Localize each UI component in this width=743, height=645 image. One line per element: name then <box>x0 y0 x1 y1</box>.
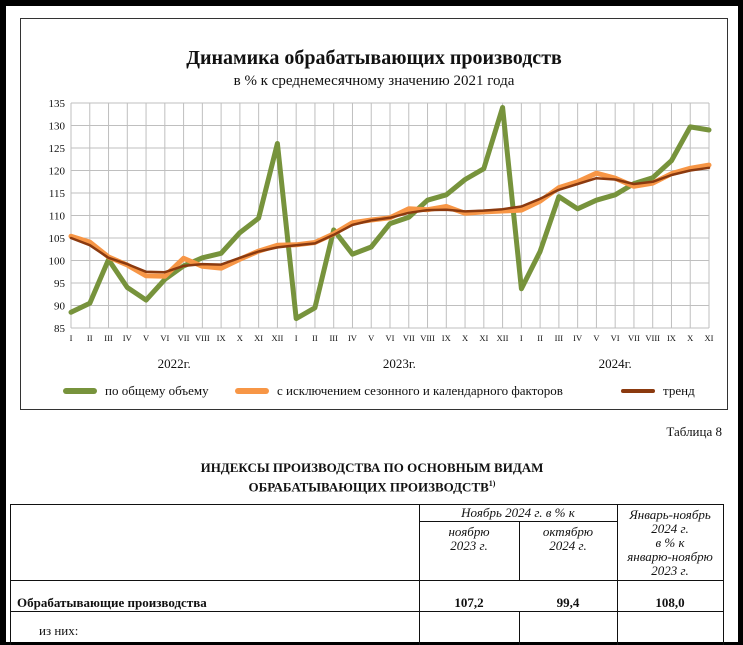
col-header-oct-2024: октябрю 2024 г. <box>542 524 594 553</box>
row-value: 99,4 <box>556 595 580 610</box>
x-tick-label: IV <box>573 333 583 343</box>
x-tick-label: IX <box>216 333 226 343</box>
x-tick-label: VIII <box>645 333 661 343</box>
x-tick-label: XII <box>271 333 284 343</box>
x-tick-label: VI <box>385 333 395 343</box>
row-value: 108,0 <box>655 595 685 610</box>
x-tick-label: III <box>329 333 338 343</box>
y-tick-label: 130 <box>48 120 65 133</box>
x-tick-label: V <box>142 333 150 343</box>
year-label: 2024г. <box>598 356 632 371</box>
group-header: Ноябрь 2024 г. в % к <box>461 505 575 520</box>
x-tick-label: VII <box>628 333 640 343</box>
x-tick-label: III <box>104 333 113 343</box>
x-tick-label: III <box>554 333 564 343</box>
year-label: 2023г. <box>382 356 416 371</box>
chart-legend <box>21 383 727 403</box>
table-divider <box>11 611 723 612</box>
x-tick-label: XI <box>254 333 264 343</box>
chart-frame <box>20 18 728 410</box>
col-header-jan-nov: Январь-ноябрь 2024 г. в % к январю-ноябрю 2023 г. <box>627 507 713 578</box>
x-tick-label: VIII <box>195 333 210 343</box>
line-chart <box>21 19 727 409</box>
x-tick-label: XII <box>496 333 509 343</box>
table-divider <box>419 521 617 522</box>
x-tick-label: VI <box>610 333 620 343</box>
y-tick-label: 100 <box>48 255 65 268</box>
x-tick-label: X <box>687 333 694 343</box>
table-title-line1: ИНДЕКСЫ ПРОИЗВОДСТВА ПО ОСНОВНЫМ ВИДАМ <box>200 460 544 475</box>
table-number: Таблица 8 <box>666 424 722 439</box>
page <box>6 6 738 642</box>
y-tick-label: 85 <box>54 323 65 335</box>
x-tick-label: IV <box>122 333 132 343</box>
y-tick-label: 115 <box>48 188 65 200</box>
x-tick-label: VII <box>177 333 190 343</box>
footnote-mark: 1) <box>488 479 496 488</box>
table-divider <box>11 580 723 581</box>
legend-item-trend <box>621 383 695 399</box>
x-tick-label: VIII <box>420 333 435 343</box>
x-tick-label: VII <box>402 333 415 343</box>
data-table <box>10 504 724 645</box>
col-header-nov-2023: ноябрю 2023 г. <box>448 524 490 553</box>
chart-subtitle: в % к среднемесячному значению 2021 года <box>233 73 515 89</box>
table-title <box>6 460 738 495</box>
legend-swatch-seasonal <box>235 388 269 394</box>
x-tick-label: IX <box>666 333 676 343</box>
row-label: Обрабатывающие производства <box>17 595 207 610</box>
y-tick-label: 125 <box>48 143 65 155</box>
x-tick-label: XI <box>479 333 489 343</box>
x-tick-label: V <box>593 333 600 343</box>
legend-swatch-total <box>63 388 97 394</box>
x-tick-label: XI <box>704 333 714 343</box>
y-tick-label: 90 <box>54 300 65 313</box>
legend-label-seasonal: с исключением сезонного и календарного факторов <box>277 383 563 398</box>
y-tick-label: 95 <box>54 278 65 290</box>
x-tick-label: X <box>236 333 243 343</box>
table-divider <box>519 611 520 645</box>
y-tick-label: 120 <box>48 165 65 178</box>
y-tick-label: 110 <box>48 210 65 223</box>
x-tick-label: I <box>69 333 73 343</box>
chart-title: Динамика обрабатывающих производств <box>186 47 562 69</box>
x-tick-label: II <box>86 333 93 343</box>
x-tick-label: I <box>519 333 523 343</box>
legend-label-total: по общему объему <box>105 383 209 398</box>
table-title-line2: ОБРАБАТЫВАЮЩИХ ПРОИЗВОДСТВ$^{1)}$ <box>248 479 496 495</box>
x-tick-label: I <box>294 333 298 343</box>
x-tick-label: V <box>368 333 375 343</box>
x-tick-label: IX <box>441 333 451 343</box>
x-tick-label: II <box>312 333 318 343</box>
row-label: из них: <box>39 623 79 638</box>
x-tick-label: VI <box>160 333 170 343</box>
legend-item-total <box>63 383 209 399</box>
y-tick-label: 105 <box>48 233 65 245</box>
legend-label-trend: тренд <box>663 383 695 398</box>
x-tick-label: X <box>461 333 469 343</box>
year-label: 2022г. <box>157 356 191 371</box>
x-tick-label: IV <box>347 333 357 343</box>
legend-item-seasonal <box>235 383 563 399</box>
x-tick-label: II <box>537 333 543 343</box>
legend-swatch-trend <box>621 389 655 393</box>
y-tick-label: 135 <box>48 98 65 110</box>
row-value: 107,2 <box>454 595 484 610</box>
